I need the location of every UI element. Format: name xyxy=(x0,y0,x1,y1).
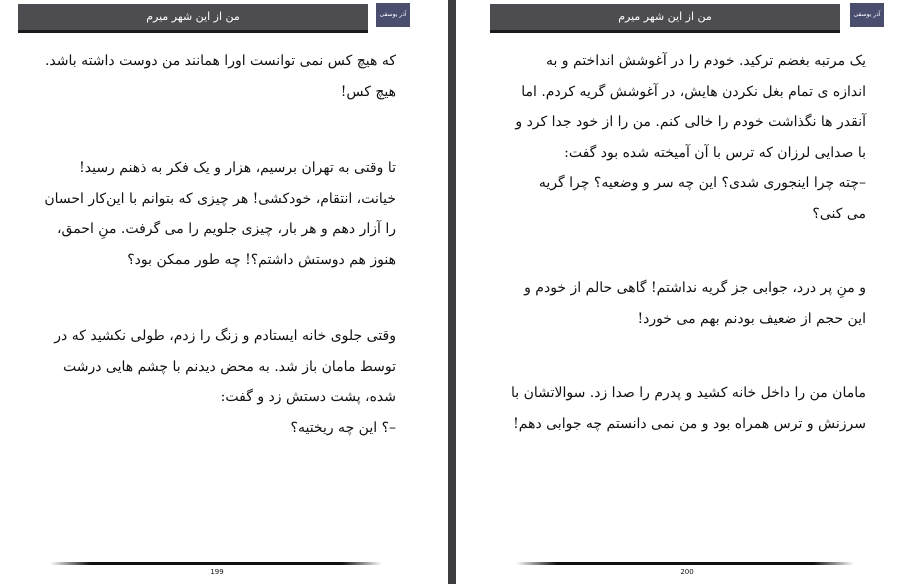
paragraph xyxy=(22,321,396,443)
text-line: آنقدر ها نگذاشت خودم را خالی کنم. من را از خود جدا کرد و xyxy=(515,114,866,130)
text-line: که هیچ کس نمی توانست اورا همانند من دوست داشته باشد. xyxy=(44,53,396,69)
page-header-title: من از این شهر میرم xyxy=(490,4,840,33)
page-body-text xyxy=(22,46,396,443)
text-line: را آزار دهم و هر بار، چیزی جلویم را می گرفت. منِ احمق، xyxy=(57,221,396,237)
page-number: 199 xyxy=(210,568,224,576)
paragraph xyxy=(22,46,396,107)
author-tag: آذر یوسفی xyxy=(850,3,884,27)
text-line: یک مرتبه بغضم ترکید. خودم را در آغوشش انداختم و به xyxy=(545,53,866,69)
text-line: تا وقتی به تهران برسیم، هزار و یک فکر به ذهنم رسید! xyxy=(79,160,396,176)
footer-divider xyxy=(516,562,854,565)
author-tag: آذر یوسفی xyxy=(376,3,410,27)
page-number: 200 xyxy=(680,568,694,576)
text-line: اندازه ی تمام بغل نکردن هایش، در آغوشش گریه کردم. اما xyxy=(521,83,866,100)
text-line: هنوز هم دوستش داشتم؟! چه طور ممکن بود؟ xyxy=(127,251,396,268)
text-line: این حجم از ضعیف بودنم بهم می خورد! xyxy=(637,310,866,327)
paragraph xyxy=(22,153,396,275)
text-line: وقتی جلوی خانه ایستادم و زنگ را زدم، طولی نکشید که در xyxy=(54,328,396,344)
paragraph xyxy=(492,273,866,334)
right-page xyxy=(456,0,910,584)
book-spine-divider xyxy=(448,0,456,584)
text-line: و منِ پر درد، جوابی جز گریه نداشتم! گاهی حالم از خودم و xyxy=(524,280,866,296)
left-page xyxy=(0,0,448,584)
text-line: خیانت، انتقام، خودکشی! هر چیزی که بتوانم با این‌کار احسان xyxy=(44,190,396,207)
page-body-text xyxy=(492,46,866,439)
footer-divider xyxy=(50,562,382,565)
text-line: می کنی؟ xyxy=(812,205,866,222)
paragraph xyxy=(492,378,866,439)
text-line: مامان من را داخل خانه کشید و پدرم را صدا زد. سوالاتشان با xyxy=(510,385,866,401)
text-line: شده، پشت دستش زد و گفت: xyxy=(220,389,396,405)
page-header-title: من از این شهر میرم xyxy=(18,4,368,33)
text-line: توسط مامان باز شد. به محض دیدنم با چشم هایی درشت xyxy=(62,358,396,375)
text-line: –؟ این چه ریختیه؟ xyxy=(290,419,396,436)
text-line: با صدایی لرزان که ترس با آن آمیخته شده بود گفت: xyxy=(564,144,866,161)
text-line: هیچ کس! xyxy=(340,83,396,100)
text-line: –چته چرا اینجوری شدی؟ این چه سر و وضعیه؟ چرا گریه xyxy=(538,175,866,191)
text-line: سرزنش و ترس همراه بود و من نمی دانستم چه جوابی دهم! xyxy=(513,415,866,432)
paragraph xyxy=(492,46,866,229)
